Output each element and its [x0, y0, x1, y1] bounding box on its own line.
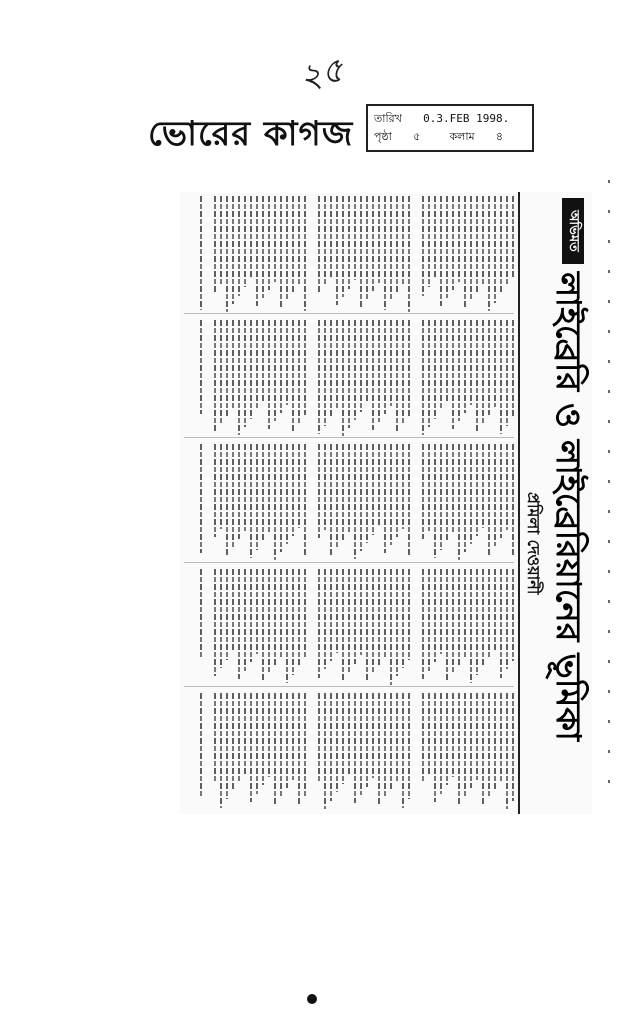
stamp-date-value: 0.3.FEB 1998.	[423, 112, 510, 125]
text-line	[494, 693, 496, 790]
text-line	[262, 693, 264, 786]
text-line	[408, 320, 410, 416]
text-line	[342, 444, 344, 540]
text-line	[280, 693, 282, 796]
stamp-column-label: কলাম	[449, 130, 475, 143]
text-line	[306, 320, 314, 437]
text-line	[378, 444, 380, 526]
text-line	[330, 693, 332, 801]
text-line	[428, 196, 430, 287]
text-line	[226, 444, 228, 555]
text-line	[390, 444, 392, 545]
text-line	[506, 569, 508, 670]
text-line	[354, 569, 356, 664]
text-line	[446, 693, 448, 786]
text-line	[494, 196, 496, 303]
text-line	[366, 693, 368, 787]
stamp-page-label: পৃষ্ঠা	[374, 130, 392, 143]
text-line	[226, 196, 228, 312]
text-line	[250, 444, 252, 558]
text-line	[232, 320, 234, 408]
text-line	[476, 693, 478, 780]
text-line	[446, 320, 448, 402]
newspaper-name: ভোরের কাগজ	[148, 114, 354, 154]
text-line	[244, 693, 246, 775]
text-line	[232, 569, 234, 652]
text-line	[410, 444, 418, 561]
text-line	[366, 444, 368, 542]
text-line	[268, 693, 270, 777]
text-line	[494, 444, 496, 546]
text-line	[354, 196, 356, 280]
text-line	[408, 693, 410, 800]
text-line	[348, 320, 350, 428]
text-line	[232, 444, 234, 547]
text-line	[512, 444, 514, 557]
text-line	[286, 320, 288, 404]
text-line	[214, 693, 216, 781]
text-line	[226, 569, 228, 660]
text-line	[500, 196, 502, 294]
text-line	[464, 569, 466, 657]
stamp-date-row	[374, 110, 526, 128]
text-line	[476, 320, 478, 431]
text-line	[306, 569, 314, 686]
text-line	[434, 569, 436, 663]
text-line	[464, 444, 466, 552]
text-line	[268, 444, 270, 533]
text-line	[470, 693, 472, 788]
text-line	[214, 320, 216, 433]
text-line	[396, 693, 398, 781]
text-line	[220, 693, 222, 808]
text-line	[262, 196, 264, 298]
text-line	[336, 693, 338, 793]
text-line	[298, 569, 300, 667]
text-line	[384, 196, 386, 310]
text-line	[298, 693, 300, 807]
text-line	[274, 444, 276, 560]
text-line	[250, 196, 252, 279]
text-line	[372, 444, 374, 534]
text-line	[408, 444, 410, 555]
text-line	[402, 569, 404, 669]
text-line	[318, 693, 320, 782]
text-line	[452, 693, 454, 777]
text-line	[494, 320, 496, 407]
text-line	[360, 196, 362, 307]
text-line	[200, 693, 202, 797]
text-line	[482, 320, 484, 423]
text-line	[336, 320, 338, 409]
text-line	[200, 444, 202, 553]
text-line	[434, 444, 436, 558]
text-line	[330, 569, 332, 662]
article-column	[184, 320, 514, 438]
text-line	[482, 196, 484, 284]
text-line	[262, 320, 264, 402]
text-line	[256, 569, 258, 655]
text-line	[238, 444, 240, 539]
text-line	[256, 444, 258, 549]
text-line	[372, 693, 374, 779]
text-line	[500, 693, 502, 782]
text-line	[476, 569, 478, 676]
text-line	[506, 444, 508, 530]
text-line	[488, 320, 490, 415]
text-line	[494, 569, 496, 651]
scan-punch-hole	[307, 994, 317, 1004]
text-line	[268, 569, 270, 673]
text-line	[360, 444, 362, 551]
text-line	[440, 196, 442, 306]
text-line	[366, 320, 368, 403]
text-line	[226, 693, 228, 800]
text-line	[476, 196, 478, 292]
text-line	[354, 693, 356, 803]
text-line	[470, 444, 472, 544]
article-column	[184, 569, 514, 687]
text-line	[396, 196, 398, 293]
text-line	[360, 569, 362, 656]
text-line	[220, 320, 222, 424]
text-line	[348, 693, 350, 776]
text-line	[348, 569, 350, 672]
text-line	[482, 693, 484, 807]
text-line	[262, 444, 264, 541]
date-stamp	[366, 104, 534, 152]
text-line	[422, 569, 424, 679]
text-line	[440, 320, 442, 410]
text-line	[384, 569, 386, 658]
text-line	[452, 320, 454, 429]
text-line	[428, 569, 430, 671]
text-line	[286, 196, 288, 300]
text-line	[306, 196, 314, 313]
text-line	[434, 693, 436, 802]
text-line	[304, 693, 306, 798]
handwritten-page-number: ২৫	[295, 49, 348, 99]
text-line	[298, 320, 300, 423]
text-line	[324, 444, 326, 530]
text-line	[396, 444, 398, 537]
text-line	[434, 196, 436, 279]
text-line	[458, 693, 460, 804]
text-line	[238, 693, 240, 783]
text-line	[410, 196, 418, 313]
text-line	[298, 444, 300, 527]
text-line	[274, 320, 276, 421]
text-line	[396, 320, 398, 433]
text-line	[482, 444, 484, 527]
text-line	[306, 444, 314, 561]
article-column	[184, 196, 514, 314]
text-line	[292, 444, 294, 535]
text-line	[408, 196, 410, 312]
text-line	[304, 444, 306, 554]
text-line	[360, 320, 362, 411]
text-line	[268, 320, 270, 429]
text-line	[342, 693, 344, 784]
text-line	[200, 569, 202, 658]
text-line	[336, 196, 338, 305]
text-line	[256, 693, 258, 794]
text-line	[238, 569, 240, 679]
text-line	[250, 320, 252, 418]
text-line	[390, 320, 392, 406]
text-line	[402, 444, 404, 528]
text-line	[202, 569, 210, 686]
text-line	[214, 444, 216, 537]
text-line	[506, 196, 508, 286]
text-line	[440, 444, 442, 549]
text-line	[488, 693, 490, 798]
text-line	[500, 569, 502, 678]
text-line	[452, 569, 454, 673]
text-line	[428, 320, 430, 427]
text-line	[318, 569, 320, 678]
text-line	[390, 693, 392, 789]
text-line	[402, 693, 404, 808]
text-line	[500, 444, 502, 538]
text-line	[280, 444, 282, 552]
text-line	[458, 196, 460, 282]
text-line	[390, 196, 392, 301]
text-line	[342, 196, 344, 297]
stamp-page-row	[374, 128, 526, 146]
text-line	[318, 196, 320, 294]
text-line	[384, 444, 386, 553]
text-line	[402, 320, 404, 424]
article-headline: লাইব্রেরি ও লাইব্রেরিয়ানের ভূমিকা	[548, 272, 588, 741]
text-line	[232, 693, 234, 791]
text-line	[422, 320, 424, 435]
text-line	[410, 569, 418, 686]
scan-edge-marks	[608, 180, 610, 800]
text-line	[378, 693, 380, 806]
text-line	[280, 196, 282, 309]
text-line	[220, 196, 222, 285]
text-line	[372, 320, 374, 430]
text-line	[354, 444, 356, 559]
text-line	[306, 693, 314, 810]
text-line	[298, 196, 300, 284]
text-line	[292, 320, 294, 431]
text-line	[348, 444, 350, 532]
text-line	[280, 320, 282, 413]
text-line	[292, 569, 294, 676]
text-line	[286, 693, 288, 788]
section-kicker: অভিমত	[562, 198, 584, 264]
text-line	[440, 569, 442, 655]
text-line	[324, 320, 326, 425]
text-line	[452, 444, 454, 533]
text-line	[482, 569, 484, 667]
text-line	[464, 320, 466, 413]
text-line	[488, 444, 490, 554]
text-line	[244, 320, 246, 427]
text-line	[384, 320, 386, 414]
text-line	[256, 320, 258, 410]
stamp-column-value: ৪	[495, 130, 504, 143]
text-line	[244, 196, 246, 287]
text-line	[304, 569, 306, 659]
article-body	[184, 196, 514, 810]
text-line	[336, 569, 338, 653]
text-line	[202, 196, 210, 313]
text-line	[274, 196, 276, 282]
text-line	[408, 569, 410, 660]
text-line	[366, 569, 368, 683]
text-line	[238, 320, 240, 435]
text-line	[348, 196, 350, 289]
text-line	[226, 320, 228, 416]
text-line	[396, 569, 398, 677]
text-line	[324, 569, 326, 670]
text-line	[506, 320, 508, 425]
text-line	[200, 196, 202, 310]
text-line	[202, 320, 210, 437]
text-line	[292, 196, 294, 292]
text-line	[390, 569, 392, 685]
text-line	[262, 569, 264, 682]
text-line	[330, 320, 332, 417]
text-line	[318, 320, 320, 434]
text-line	[324, 693, 326, 809]
text-line	[512, 196, 514, 278]
text-line	[458, 444, 460, 560]
text-line	[336, 444, 338, 548]
text-line	[214, 569, 216, 677]
text-line	[446, 444, 448, 541]
stamp-date-label: তারিখ	[374, 112, 402, 125]
text-line	[274, 569, 276, 665]
text-line	[268, 196, 270, 290]
text-line	[292, 693, 294, 780]
text-line	[324, 196, 326, 286]
rotated-article	[180, 192, 592, 814]
text-line	[488, 569, 490, 659]
text-line	[446, 569, 448, 682]
text-line	[330, 196, 332, 278]
text-line	[280, 569, 282, 657]
article-column	[184, 444, 514, 562]
text-line	[286, 444, 288, 544]
text-line	[428, 693, 430, 775]
text-line	[506, 693, 508, 809]
text-line	[220, 569, 222, 669]
text-line	[422, 444, 424, 539]
text-line	[250, 569, 252, 663]
text-line	[304, 320, 306, 415]
text-line	[458, 569, 460, 665]
text-line	[220, 444, 222, 528]
text-line	[464, 196, 466, 309]
text-line	[354, 320, 356, 420]
text-line	[250, 693, 252, 802]
text-line	[378, 569, 380, 666]
text-line	[202, 693, 210, 810]
text-line	[476, 444, 478, 535]
text-line	[366, 196, 368, 299]
text-line	[318, 444, 320, 538]
text-line	[434, 320, 436, 418]
text-line	[470, 196, 472, 300]
stamp-page-value: ৫	[413, 130, 421, 143]
headline-rule	[518, 192, 520, 814]
text-line	[244, 444, 246, 531]
text-line	[452, 196, 454, 290]
text-line	[274, 693, 276, 804]
text-line	[440, 693, 442, 794]
text-line	[422, 196, 424, 296]
article-column	[184, 693, 514, 810]
text-line	[286, 569, 288, 684]
text-line	[202, 444, 210, 561]
text-line	[238, 196, 240, 296]
text-line	[512, 320, 514, 417]
text-line	[446, 196, 448, 298]
text-line	[244, 569, 246, 671]
text-line	[410, 320, 418, 437]
text-line	[384, 693, 386, 797]
text-line	[342, 569, 344, 680]
text-line	[378, 320, 380, 422]
text-line	[488, 196, 490, 311]
text-line	[360, 693, 362, 795]
text-line	[512, 569, 514, 662]
text-line	[330, 444, 332, 557]
text-line	[464, 693, 466, 796]
text-line	[410, 693, 418, 810]
text-line	[402, 196, 404, 285]
text-line	[214, 196, 216, 293]
text-line	[372, 196, 374, 291]
text-line	[512, 693, 514, 801]
text-line	[232, 196, 234, 304]
text-line	[256, 196, 258, 306]
text-line	[470, 569, 472, 684]
text-line	[342, 320, 344, 436]
text-line	[428, 444, 430, 531]
text-line	[500, 320, 502, 434]
text-line	[422, 693, 424, 783]
text-line	[378, 196, 380, 283]
newspaper-clipping	[180, 192, 592, 814]
text-line	[458, 320, 460, 421]
text-line	[372, 569, 374, 674]
article-byline: প্রমিলা দেওয়ানী	[524, 492, 543, 595]
text-line	[470, 320, 472, 404]
text-line	[200, 320, 202, 414]
text-line	[304, 196, 306, 311]
